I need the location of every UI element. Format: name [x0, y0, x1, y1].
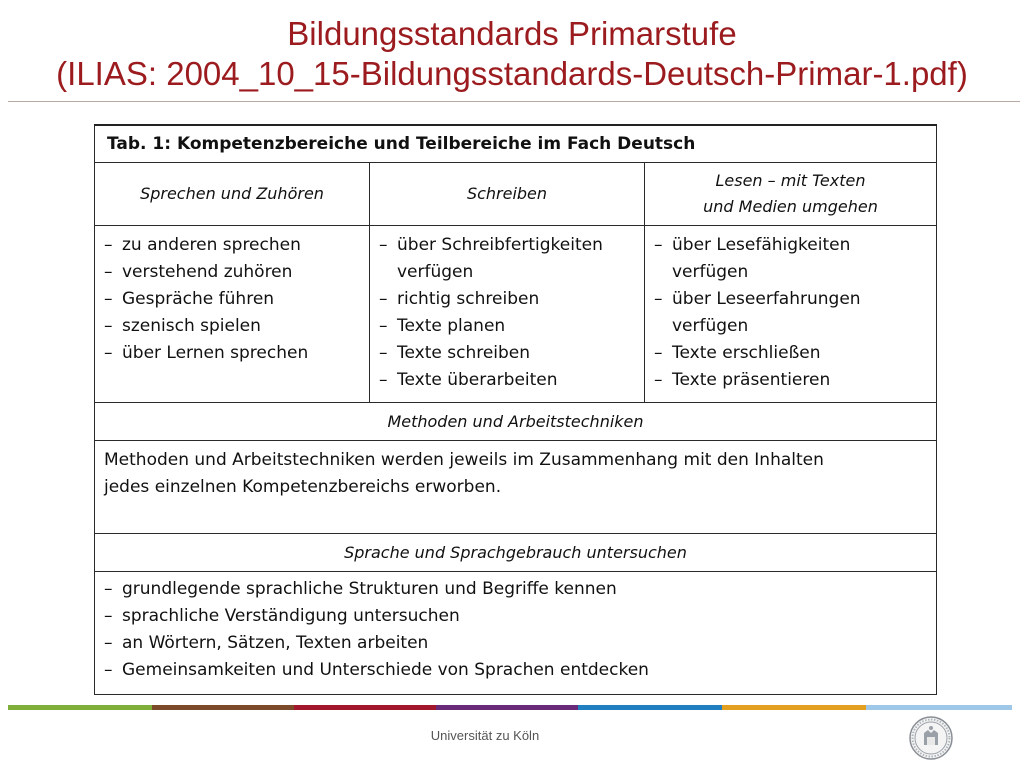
list-item-text: verfügen [672, 316, 749, 336]
methods-text-line: jedes einzelnen Kompetenzbereichs erworben. [104, 477, 502, 497]
dash: – [104, 343, 113, 363]
reading-list [645, 226, 937, 403]
dash: – [379, 235, 388, 255]
list-item [379, 232, 636, 286]
list-item-text: Texte überarbeiten [397, 370, 558, 390]
dash: – [654, 370, 663, 390]
list-item-text: Texte planen [397, 316, 506, 336]
list-item [104, 232, 361, 259]
stripe-segment [866, 705, 1012, 710]
list-item-text: verfügen [397, 262, 474, 282]
list-item-text: Texte präsentieren [672, 370, 831, 390]
dash: – [104, 316, 113, 336]
column-header-line: Sprechen und Zuhören [140, 184, 324, 203]
stripe-segment [578, 705, 722, 710]
list-item [654, 232, 928, 286]
list-item-text: zu anderen sprechen [122, 235, 301, 255]
list-item-text: über Lernen sprechen [122, 343, 309, 363]
list-item-text: an Wörtern, Sätzen, Texten arbeiten [122, 633, 429, 653]
language-list [95, 572, 937, 695]
dash: – [654, 289, 663, 309]
list-item-text: über Leseerfahrungen [672, 289, 861, 309]
stripe-segment [294, 705, 436, 710]
slide-title [0, 14, 1024, 94]
slide-title-line-2: (ILIAS: 2004_10_15-Bildungsstandards-Deutsch-Primar-1.pdf) [56, 55, 968, 92]
list-item [104, 630, 928, 657]
dash: – [104, 262, 113, 282]
list-item-text: sprachliche Verständigung untersuchen [122, 606, 460, 626]
university-seal-icon [908, 715, 954, 761]
dash: – [379, 316, 388, 336]
list-item [104, 657, 928, 684]
list-item [104, 313, 361, 340]
title-divider [8, 101, 1020, 102]
methods-text [95, 441, 937, 534]
list-item [104, 603, 928, 630]
speaking-list [95, 226, 370, 403]
list-item-text: verfügen [672, 262, 749, 282]
list-item-text: grundlegende sprachliche Strukturen und Begriffe kennen [122, 579, 617, 599]
column-header-line: und Medien umgehen [703, 197, 878, 216]
language-header: Sprache und Sprachgebrauch untersuchen [95, 534, 937, 572]
methods-header: Methoden und Arbeitstechniken [95, 403, 937, 441]
dash: – [104, 289, 113, 309]
list-item [104, 576, 928, 603]
list-item [104, 340, 361, 367]
list-item-text: über Lesefähigkeiten [672, 235, 851, 255]
list-item [379, 340, 636, 367]
list-item-text: über Schreibfertigkeiten [397, 235, 603, 255]
list-item-text: Texte schreiben [397, 343, 531, 363]
list-item [379, 367, 636, 394]
list-item-text: Texte erschließen [672, 343, 821, 363]
column-header-reading [645, 163, 937, 226]
stripe-segment [152, 705, 294, 710]
list-item [654, 367, 928, 394]
dash: – [654, 343, 663, 363]
dash: – [379, 370, 388, 390]
competence-table [94, 124, 937, 695]
dash: – [379, 289, 388, 309]
list-item [379, 286, 636, 313]
writing-list [370, 226, 645, 403]
dash: – [654, 235, 663, 255]
methods-text-line: Methoden und Arbeitstechniken werden jeweils im Zusammenhang mit den Inhalten [104, 450, 824, 470]
dash: – [379, 343, 388, 363]
footer-color-stripe [8, 705, 1012, 710]
list-item [104, 286, 361, 313]
column-header-writing [370, 163, 645, 226]
list-item-text: Gespräche führen [122, 289, 275, 309]
list-item [104, 259, 361, 286]
dash: – [104, 660, 113, 680]
column-header-line: Lesen – mit Texten [715, 171, 866, 190]
dash: – [104, 579, 113, 599]
stripe-segment [8, 705, 152, 710]
table-caption: Tab. 1: Kompetenzbereiche und Teilbereiche im Fach Deutsch [95, 125, 937, 163]
list-item [654, 340, 928, 367]
dash: – [104, 235, 113, 255]
list-item [379, 313, 636, 340]
slide-title-line-1: Bildungsstandards Primarstufe [287, 15, 737, 52]
stripe-segment [436, 705, 578, 710]
list-item-text: richtig schreiben [397, 289, 540, 309]
dash: – [104, 633, 113, 653]
list-item [654, 286, 928, 340]
dash: – [104, 606, 113, 626]
university-name: Universität zu Köln [430, 728, 540, 743]
stripe-segment [722, 705, 866, 710]
list-item-text: verstehend zuhören [122, 262, 293, 282]
list-item-text: Gemeinsamkeiten und Unterschiede von Sprachen entdecken [122, 660, 649, 680]
column-header-speaking [95, 163, 370, 226]
column-header-line: Schreiben [466, 184, 548, 203]
list-item-text: szenisch spielen [122, 316, 261, 336]
